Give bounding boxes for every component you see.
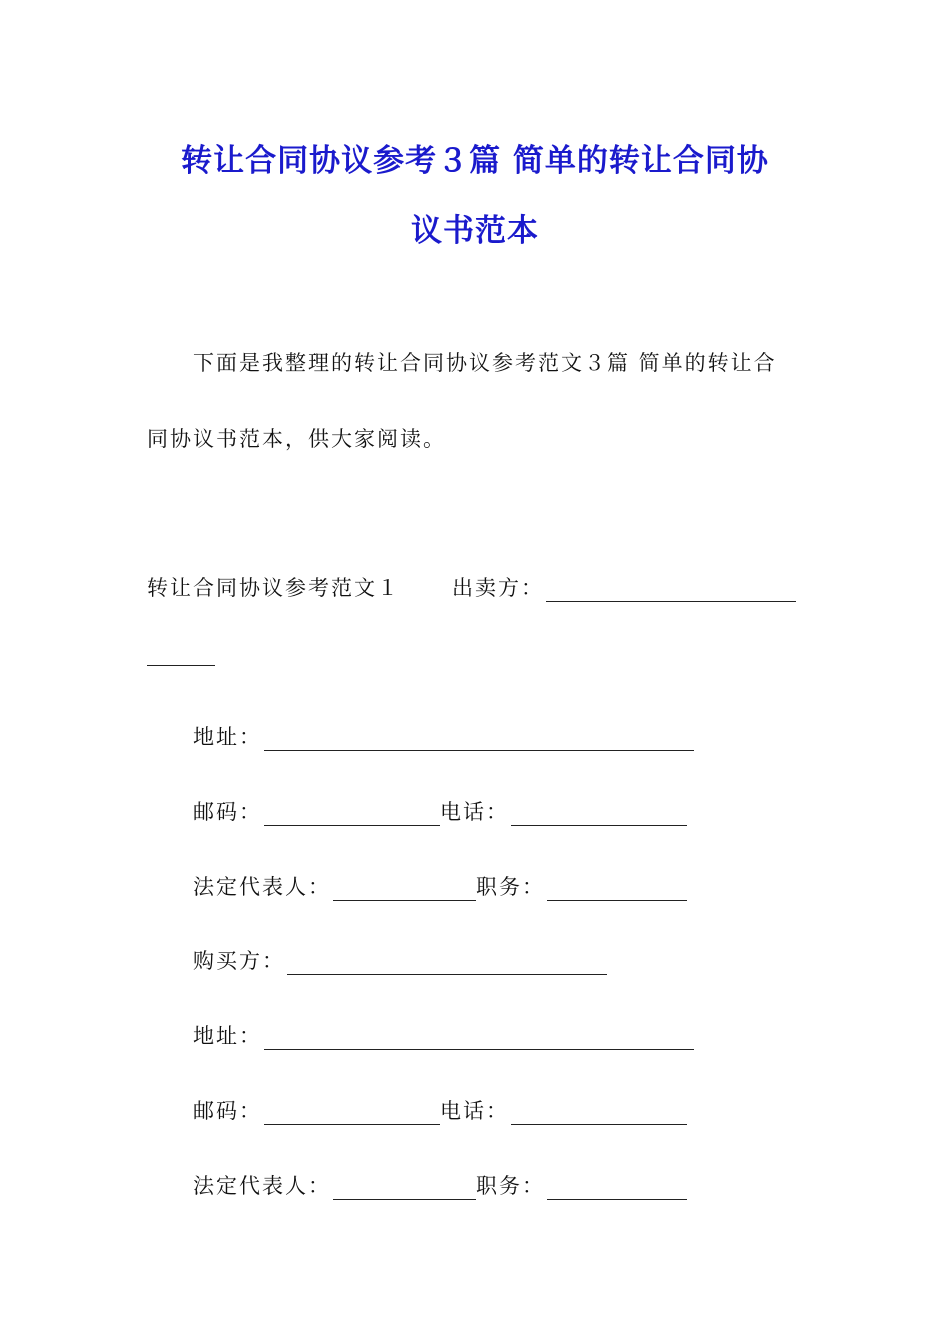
seller-name-blank-tail[interactable] — [147, 643, 215, 666]
buyer-position-blank[interactable] — [547, 1177, 687, 1200]
buyer-postcode-phone-row — [193, 1095, 687, 1125]
seller-label: 出卖方： — [452, 576, 544, 600]
intro-paragraph-line-2: 同协议书范本，供大家阅读。 — [147, 427, 446, 451]
phone-label: 电话： — [440, 1099, 509, 1123]
seller-name-blank[interactable] — [546, 579, 796, 602]
phone-label: 电话： — [440, 800, 509, 824]
seller-name-blank-continued — [147, 643, 215, 670]
section-heading: 转让合同协议参考范文１ — [147, 576, 400, 600]
position-label: 职务： — [476, 875, 545, 899]
buyer-label: 购买方： — [193, 949, 285, 973]
legal-rep-label: 法定代表人： — [193, 875, 331, 899]
buyer-row — [193, 945, 607, 975]
buyer-legal-rep-blank[interactable] — [333, 1177, 476, 1200]
seller-postcode-blank[interactable] — [264, 803, 440, 826]
address-label: 地址： — [193, 725, 262, 749]
buyer-legal-rep-row — [193, 1170, 687, 1200]
postcode-label: 邮码： — [193, 1099, 262, 1123]
buyer-address-row — [193, 1020, 694, 1050]
seller-phone-blank[interactable] — [511, 803, 687, 826]
buyer-postcode-blank[interactable] — [264, 1102, 440, 1125]
buyer-address-blank[interactable] — [264, 1027, 694, 1050]
buyer-phone-blank[interactable] — [511, 1102, 687, 1125]
buyer-name-blank[interactable] — [287, 952, 607, 975]
address-label: 地址： — [193, 1024, 262, 1048]
seller-legal-rep-blank[interactable] — [333, 878, 476, 901]
seller-address-blank[interactable] — [264, 728, 694, 751]
intro-paragraph-line-1: 下面是我整理的转让合同协议参考范文３篇 简单的转让合 — [193, 351, 777, 375]
seller-legal-rep-row — [193, 871, 687, 901]
document-title-line-1: 转让合同协议参考３篇 简单的转让合同协 — [181, 143, 769, 179]
seller-position-blank[interactable] — [547, 878, 687, 901]
postcode-label: 邮码： — [193, 800, 262, 824]
position-label: 职务： — [476, 1174, 545, 1198]
seller-postcode-phone-row — [193, 796, 687, 826]
legal-rep-label: 法定代表人： — [193, 1174, 331, 1198]
seller-row — [147, 572, 796, 602]
document-title-line-2: 议书范本 — [411, 213, 539, 249]
seller-address-row — [193, 721, 694, 751]
